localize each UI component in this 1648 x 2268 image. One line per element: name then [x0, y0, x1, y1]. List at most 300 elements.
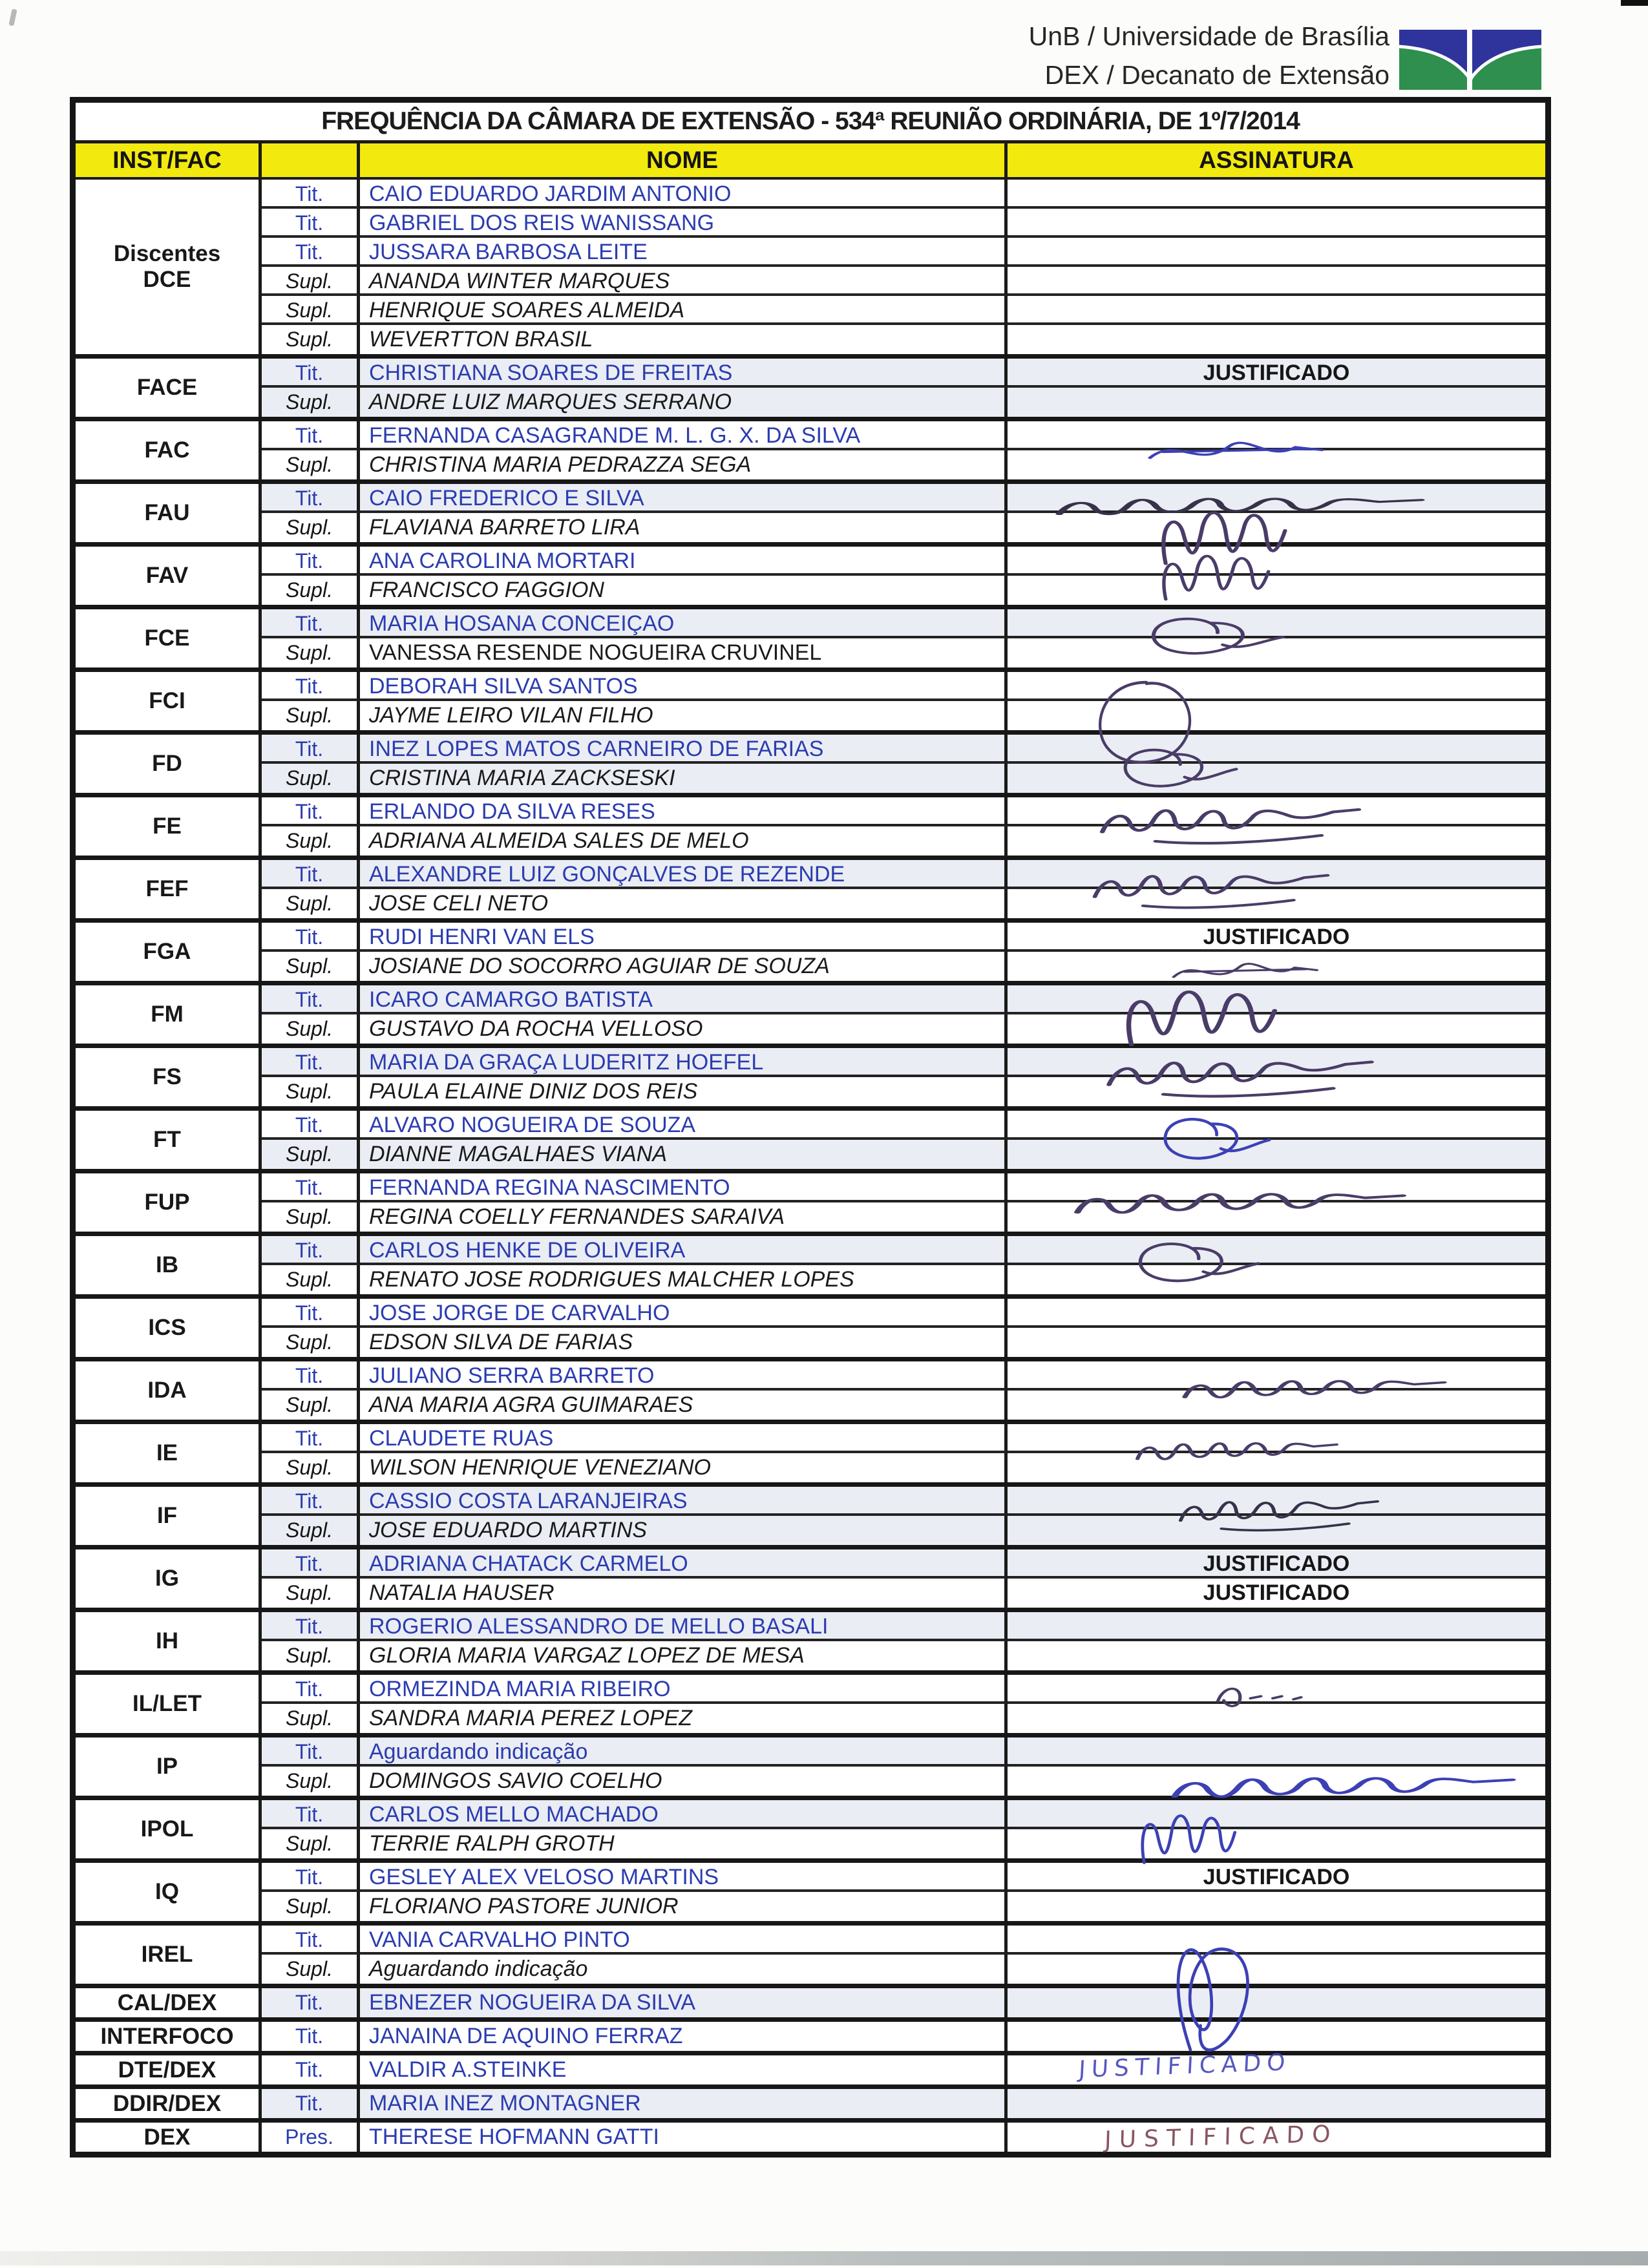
signature-cell — [1008, 923, 1545, 952]
member-name: EDSON SILVA DE FARIAS — [360, 1328, 1008, 1357]
member-name: VANESSA RESENDE NOGUEIRA CRUVINEL — [360, 638, 1008, 667]
signature-cell — [1008, 450, 1545, 479]
role-label: Supl. — [262, 1767, 360, 1796]
role-label: Tit. — [262, 1236, 360, 1265]
signature-cell — [1008, 952, 1545, 981]
member-name: ANANDA WINTER MARQUES — [360, 267, 1008, 296]
inst-label: FGA — [143, 939, 191, 964]
signature-cell — [1008, 1829, 1545, 1858]
inst-cell — [76, 1675, 262, 1733]
member-name: CARLOS MELLO MACHADO — [360, 1800, 1008, 1829]
member-name: ALEXANDRE LUIZ GONÇALVES DE REZENDE — [360, 860, 1008, 889]
signature-cell — [1008, 1048, 1545, 1077]
role-label: Supl. — [262, 1202, 360, 1232]
inst-label: DDIR/DEX — [112, 2090, 222, 2116]
signature-cell — [1008, 860, 1545, 889]
role-label: Tit. — [262, 1738, 360, 1767]
attendance-table — [70, 97, 1551, 2158]
inst-label: FACE — [136, 375, 198, 400]
member-name: CARLOS HENKE DE OLIVEIRA — [360, 1236, 1008, 1265]
member-name: FLAVIANA BARRETO LIRA — [360, 513, 1008, 542]
org-line2: DEX / Decanato de Extensão — [1044, 60, 1389, 90]
signature-cell — [1008, 513, 1545, 542]
role-label: Tit. — [262, 1048, 360, 1077]
role-label: Tit. — [262, 421, 360, 450]
member-name: CAIO FREDERICO E SILVA — [360, 484, 1008, 513]
inst-cell — [76, 1111, 262, 1169]
signature-cell — [1008, 797, 1545, 826]
signature-cell — [1008, 1173, 1545, 1202]
table-group-ih — [76, 1608, 1545, 1670]
inst-label: DEX — [143, 2124, 191, 2150]
role-label: Tit. — [262, 1299, 360, 1328]
table-title: FREQUÊNCIA DA CÂMARA DE EXTENSÃO - 534ª REUNIÃO ORDINÁRIA, DE 1º/7/2014 — [76, 103, 1545, 143]
role-label: Supl. — [262, 1955, 360, 1984]
table-group-ida — [76, 1357, 1545, 1420]
member-name: JUSSARA BARBOSA LEITE — [360, 238, 1008, 267]
table-group-fd — [76, 730, 1545, 793]
signature-cell — [1008, 1955, 1545, 1984]
signature-cell — [1008, 209, 1545, 238]
role-label: Tit. — [262, 547, 360, 576]
signature-cell — [1008, 1265, 1545, 1294]
signature-cell — [1008, 267, 1545, 296]
role-label: Supl. — [262, 388, 360, 417]
inst-label: IG — [155, 1566, 179, 1591]
inst-cell — [76, 180, 262, 354]
role-label: Tit. — [262, 1612, 360, 1641]
inst-label: IQ — [155, 1879, 179, 1904]
signature-cell — [1008, 1641, 1545, 1670]
role-label: Supl. — [262, 1704, 360, 1733]
member-name: JANAINA DE AQUINO FERRAZ — [360, 2022, 1008, 2051]
role-label: Supl. — [262, 1077, 360, 1106]
role-label: Supl. — [262, 1140, 360, 1169]
member-name: GESLEY ALEX VELOSO MARTINS — [360, 1863, 1008, 1892]
member-name: SANDRA MARIA PEREZ LOPEZ — [360, 1704, 1008, 1733]
signature-cell — [1008, 764, 1545, 793]
member-name: DOMINGOS SAVIO COELHO — [360, 1767, 1008, 1796]
inst-label: IDA — [147, 1378, 187, 1403]
role-label: Tit. — [262, 1863, 360, 1892]
inst-label: INTERFOCO — [100, 2023, 234, 2049]
table-group-ig — [76, 1545, 1545, 1608]
signature-cell — [1008, 1549, 1545, 1579]
signature-cell — [1008, 1202, 1545, 1232]
inst-label: FEF — [145, 876, 189, 901]
member-name: CHRISTINA MARIA PEDRAZZA SEGA — [360, 450, 1008, 479]
role-label: Supl. — [262, 1892, 360, 1921]
inst-cell — [76, 547, 262, 605]
signature-cell — [1008, 421, 1545, 450]
signature-cell — [1008, 735, 1545, 764]
role-label: Supl. — [262, 889, 360, 918]
signature-cell — [1008, 2049, 1545, 2084]
role-label: Tit. — [262, 923, 360, 952]
role-label: Supl. — [262, 1516, 360, 1545]
member-name: ICARO CAMARGO BATISTA — [360, 985, 1008, 1014]
member-name: JOSE EDUARDO MARTINS — [360, 1516, 1008, 1545]
inst-cell — [76, 1236, 262, 1294]
inst-cell — [76, 609, 262, 667]
inst-label: FE — [153, 814, 182, 839]
inst-label: IF — [156, 1503, 178, 1528]
role-label: Supl. — [262, 1579, 360, 1608]
role-label: Supl. — [262, 267, 360, 296]
role-label: Supl. — [262, 826, 360, 856]
justificado-stamp: JUSTIFICADO — [1203, 1580, 1350, 1605]
role-label: Supl. — [262, 1641, 360, 1670]
signature-cell — [1008, 701, 1545, 730]
inst-cell — [76, 1612, 262, 1670]
member-name: CHRISTIANA SOARES DE FREITAS — [360, 359, 1008, 388]
role-label: Tit. — [262, 238, 360, 267]
org-line1: UnB / Universidade de Brasília — [1028, 21, 1389, 51]
role-label: Supl. — [262, 1014, 360, 1044]
signature-cell — [1008, 638, 1545, 667]
inst-cell — [76, 359, 262, 417]
role-label: Tit. — [262, 1424, 360, 1453]
member-name: TERRIE RALPH GROTH — [360, 1829, 1008, 1858]
signature-cell — [1008, 1077, 1545, 1106]
role-label: Supl. — [262, 1453, 360, 1482]
member-name: REGINA COELLY FERNANDES SARAIVA — [360, 1202, 1008, 1232]
signature-cell — [1008, 1424, 1545, 1453]
member-name: ROGERIO ALESSANDRO DE MELLO BASALI — [360, 1612, 1008, 1641]
inst-cell — [76, 1424, 262, 1482]
member-name: PAULA ELAINE DINIZ DOS REIS — [360, 1077, 1008, 1106]
signature-cell — [1008, 180, 1545, 209]
header-assinatura: ASSINATURA — [1199, 147, 1354, 173]
member-name: FRANCISCO FAGGION — [360, 576, 1008, 605]
role-label: Supl. — [262, 1829, 360, 1858]
signature-cell — [1008, 985, 1545, 1014]
role-label: Tit. — [262, 1988, 360, 2017]
inst-label: IREL — [141, 1942, 193, 1967]
role-label: Supl. — [262, 638, 360, 667]
table-group-dex — [76, 2118, 1545, 2152]
table-group-face — [76, 354, 1545, 417]
role-label: Supl. — [262, 576, 360, 605]
table-group-discentes-dce — [76, 180, 1545, 354]
role-label: Tit. — [262, 797, 360, 826]
role-label: Supl. — [262, 701, 360, 730]
role-label: Tit. — [262, 180, 360, 209]
member-name: THERESE HOFMANN GATTI — [360, 2123, 1008, 2152]
table-group-fga — [76, 918, 1545, 981]
inst-cell — [76, 2123, 262, 2152]
inst-label: IP — [156, 1754, 178, 1779]
role-label: Supl. — [262, 952, 360, 981]
member-name: FERNANDA REGINA NASCIMENTO — [360, 1173, 1008, 1202]
justificado-stamp: JUSTIFICADO — [1203, 925, 1350, 949]
member-name: MARIA INEZ MONTAGNER — [360, 2089, 1008, 2118]
signature-cell — [1008, 1675, 1545, 1704]
signature-cell — [1008, 1892, 1545, 1921]
table-group-fau — [76, 479, 1545, 542]
inst-label: IB — [156, 1252, 178, 1277]
member-name: DEBORAH SILVA SANTOS — [360, 672, 1008, 701]
signature-cell — [1008, 1014, 1545, 1044]
inst-label: FAC — [144, 437, 190, 463]
role-label: Tit. — [262, 1800, 360, 1829]
member-name: FERNANDA CASAGRANDE M. L. G. X. DA SILVA — [360, 421, 1008, 450]
member-name: ALVARO NOGUEIRA DE SOUZA — [360, 1111, 1008, 1140]
table-group-fe — [76, 793, 1545, 856]
signature-cell — [1008, 1863, 1545, 1892]
table-group-fci — [76, 667, 1545, 730]
role-label: Tit. — [262, 1487, 360, 1516]
role-label: Tit. — [262, 2022, 360, 2051]
signature-cell — [1008, 359, 1545, 388]
table-group-ie — [76, 1420, 1545, 1482]
member-name: CAIO EDUARDO JARDIM ANTONIO — [360, 180, 1008, 209]
inst-cell — [76, 797, 262, 856]
role-label: Supl. — [262, 513, 360, 542]
signature-cell — [1008, 547, 1545, 576]
member-name: ADRIANA CHATACK CARMELO — [360, 1549, 1008, 1579]
role-label: Tit. — [262, 484, 360, 513]
inst-cell — [76, 1863, 262, 1921]
member-name: ADRIANA ALMEIDA SALES DE MELO — [360, 826, 1008, 856]
signature-cell — [1008, 2123, 1545, 2152]
signature-cell — [1008, 609, 1545, 638]
role-label: Tit. — [262, 985, 360, 1014]
member-name: MARIA HOSANA CONCEIÇAO — [360, 609, 1008, 638]
inst-cell — [76, 1549, 262, 1608]
table-group-fef — [76, 856, 1545, 918]
signature-cell — [1008, 1361, 1545, 1391]
inst-cell — [76, 860, 262, 918]
signature-cell — [1008, 1988, 1545, 2017]
signature-cell — [1008, 2089, 1545, 2118]
signature-cell — [1008, 576, 1545, 605]
signature-cell — [1008, 1800, 1545, 1829]
role-label: Supl. — [262, 296, 360, 325]
role-label: Tit. — [262, 209, 360, 238]
signature-cell — [1008, 2022, 1545, 2051]
member-name: JOSE JORGE DE CARVALHO — [360, 1299, 1008, 1328]
role-label: Tit. — [262, 672, 360, 701]
member-name: VALDIR A.STEINKE — [360, 2055, 1008, 2084]
member-name: CRISTINA MARIA ZACKSESKI — [360, 764, 1008, 793]
member-name: GLORIA MARIA VARGAZ LOPEZ DE MESA — [360, 1641, 1008, 1670]
signature-cell — [1008, 826, 1545, 856]
role-label: Tit. — [262, 2089, 360, 2118]
inst-label: DCE — [143, 267, 191, 292]
table-group-ddir-dex — [76, 2084, 1545, 2118]
scan-bottom-edge — [0, 2251, 1648, 2265]
member-name: GABRIEL DOS REIS WANISSANG — [360, 209, 1008, 238]
table-group-iq — [76, 1858, 1545, 1921]
inst-label: FS — [153, 1064, 182, 1089]
member-name: JULIANO SERRA BARRETO — [360, 1361, 1008, 1391]
signature-cell — [1008, 1140, 1545, 1169]
signature-cell — [1008, 1516, 1545, 1545]
inst-label: FCI — [149, 688, 185, 713]
signature-cell — [1008, 1328, 1545, 1357]
inst-cell — [76, 2055, 262, 2084]
member-name: JOSE CELI NETO — [360, 889, 1008, 918]
justificado-stamp: JUSTIFICADO — [1203, 1551, 1350, 1576]
role-label: Tit. — [262, 860, 360, 889]
inst-label: FD — [152, 751, 182, 776]
inst-cell — [76, 1361, 262, 1420]
table-group-ics — [76, 1294, 1545, 1357]
header-role — [262, 143, 360, 177]
member-name: RUDI HENRI VAN ELS — [360, 923, 1008, 952]
role-label: Supl. — [262, 1391, 360, 1420]
signature-cell — [1008, 1926, 1545, 1955]
signature-cell — [1008, 889, 1545, 918]
member-name: ANA CAROLINA MORTARI — [360, 547, 1008, 576]
table-body — [76, 180, 1545, 2152]
unb-logo-icon — [1399, 30, 1541, 90]
signature-cell — [1008, 1453, 1545, 1482]
signature-cell — [1008, 1579, 1545, 1608]
role-label: Tit. — [262, 1111, 360, 1140]
signature-cell — [1008, 238, 1545, 267]
inst-cell — [76, 2089, 262, 2118]
table-group-ip — [76, 1733, 1545, 1796]
member-name: Aguardando indicação — [360, 1738, 1008, 1767]
justificado-stamp: JUSTIFICADO — [1203, 1865, 1350, 1889]
table-group-if — [76, 1482, 1545, 1545]
table-group-ft — [76, 1106, 1545, 1169]
member-name: CASSIO COSTA LARANJEIRAS — [360, 1487, 1008, 1516]
signature-cell — [1008, 1738, 1545, 1767]
inst-label: FCE — [144, 625, 190, 651]
member-name: INEZ LOPES MATOS CARNEIRO DE FARIAS — [360, 735, 1008, 764]
table-group-ib — [76, 1232, 1545, 1294]
table-group-fce — [76, 605, 1545, 667]
inst-label: FT — [153, 1127, 181, 1152]
member-name: VANIA CARVALHO PINTO — [360, 1926, 1008, 1955]
inst-label: FM — [151, 1002, 184, 1027]
table-group-fup — [76, 1169, 1545, 1232]
inst-label: IE — [156, 1440, 178, 1465]
member-name: DIANNE MAGALHAES VIANA — [360, 1140, 1008, 1169]
table-group-fs — [76, 1044, 1545, 1106]
signature-cell — [1008, 296, 1545, 325]
inst-cell — [76, 421, 262, 479]
member-name: ANDRE LUIZ MARQUES SERRANO — [360, 388, 1008, 417]
inst-label: FAV — [145, 563, 189, 588]
inst-label: Discentes — [113, 241, 221, 266]
role-label: Tit. — [262, 1926, 360, 1955]
role-label: Tit. — [262, 2055, 360, 2084]
header-inst-fac: INST/FAC — [76, 143, 262, 177]
justificado-handwritten: JUSTIFICADO — [1078, 2049, 1292, 2083]
inst-cell — [76, 1048, 262, 1106]
member-name: CLAUDETE RUAS — [360, 1424, 1008, 1453]
inst-cell — [76, 672, 262, 730]
inst-cell — [76, 1299, 262, 1357]
inst-cell — [76, 1800, 262, 1858]
inst-label: CAL/DEX — [117, 1990, 217, 2015]
inst-cell — [76, 923, 262, 981]
member-name: JAYME LEIRO VILAN FILHO — [360, 701, 1008, 730]
inst-label: DTE/DEX — [118, 2057, 217, 2083]
member-name: EBNEZER NOGUEIRA DA SILVA — [360, 1988, 1008, 2017]
signature-cell — [1008, 1767, 1545, 1796]
header-nome: NOME — [360, 143, 1008, 177]
inst-label: ICS — [148, 1315, 186, 1340]
member-name: ORMEZINDA MARIA RIBEIRO — [360, 1675, 1008, 1704]
table-group-dte-dex — [76, 2051, 1545, 2084]
member-name: WILSON HENRIQUE VENEZIANO — [360, 1453, 1008, 1482]
signature-cell — [1008, 672, 1545, 701]
inst-cell — [76, 484, 262, 542]
signature-cell — [1008, 484, 1545, 513]
role-label: Tit. — [262, 1173, 360, 1202]
member-name: HENRIQUE SOARES ALMEIDA — [360, 296, 1008, 325]
table-group-fac — [76, 417, 1545, 479]
signature-cell — [1008, 1704, 1545, 1733]
table-header-row — [76, 143, 1545, 180]
signature-cell — [1008, 388, 1545, 417]
member-name: WEVERTTON BRASIL — [360, 325, 1008, 354]
member-name: Aguardando indicação — [360, 1955, 1008, 1984]
table-group-cal-dex — [76, 1984, 1545, 2017]
member-name: RENATO JOSE RODRIGUES MALCHER LOPES — [360, 1265, 1008, 1294]
justificado-handwritten: JUSTIFICADO — [1104, 2121, 1339, 2154]
signature-cell — [1008, 1111, 1545, 1140]
inst-label: FUP — [144, 1190, 190, 1215]
inst-cell — [76, 735, 262, 793]
table-group-irel — [76, 1921, 1545, 1984]
inst-cell — [76, 2022, 262, 2051]
signature-cell — [1008, 1299, 1545, 1328]
inst-cell — [76, 1487, 262, 1545]
inst-cell — [76, 1738, 262, 1796]
scan-corner-mark — [1621, 0, 1648, 6]
member-name: FLORIANO PASTORE JUNIOR — [360, 1892, 1008, 1921]
member-name: MARIA DA GRAÇA LUDERITZ HOEFEL — [360, 1048, 1008, 1077]
org-header — [0, 19, 1389, 92]
role-label: Tit. — [262, 735, 360, 764]
inst-cell — [76, 1988, 262, 2017]
inst-label: IL/LET — [132, 1691, 202, 1716]
role-label: Tit. — [262, 1549, 360, 1579]
justificado-stamp: JUSTIFICADO — [1203, 361, 1350, 385]
inst-label: IPOL — [140, 1816, 194, 1842]
table-group-il-let — [76, 1670, 1545, 1733]
table-group-interfoco — [76, 2017, 1545, 2051]
role-label: Tit. — [262, 1361, 360, 1391]
role-label: Supl. — [262, 1265, 360, 1294]
member-name: ERLANDO DA SILVA RESES — [360, 797, 1008, 826]
role-label: Supl. — [262, 450, 360, 479]
role-label: Tit. — [262, 609, 360, 638]
role-label: Supl. — [262, 764, 360, 793]
inst-cell — [76, 1173, 262, 1232]
role-label: Tit. — [262, 359, 360, 388]
signature-cell — [1008, 1391, 1545, 1420]
inst-label: FAU — [144, 500, 190, 525]
inst-label: IH — [156, 1628, 178, 1654]
signature-cell — [1008, 1236, 1545, 1265]
role-label: Pres. — [262, 2123, 360, 2152]
member-name: NATALIA HAUSER — [360, 1579, 1008, 1608]
signature-cell — [1008, 1612, 1545, 1641]
member-name: ANA MARIA AGRA GUIMARAES — [360, 1391, 1008, 1420]
inst-cell — [76, 1926, 262, 1984]
member-name: JOSIANE DO SOCORRO AGUIAR DE SOUZA — [360, 952, 1008, 981]
role-label: Tit. — [262, 1675, 360, 1704]
role-label: Supl. — [262, 1328, 360, 1357]
role-label: Supl. — [262, 325, 360, 354]
